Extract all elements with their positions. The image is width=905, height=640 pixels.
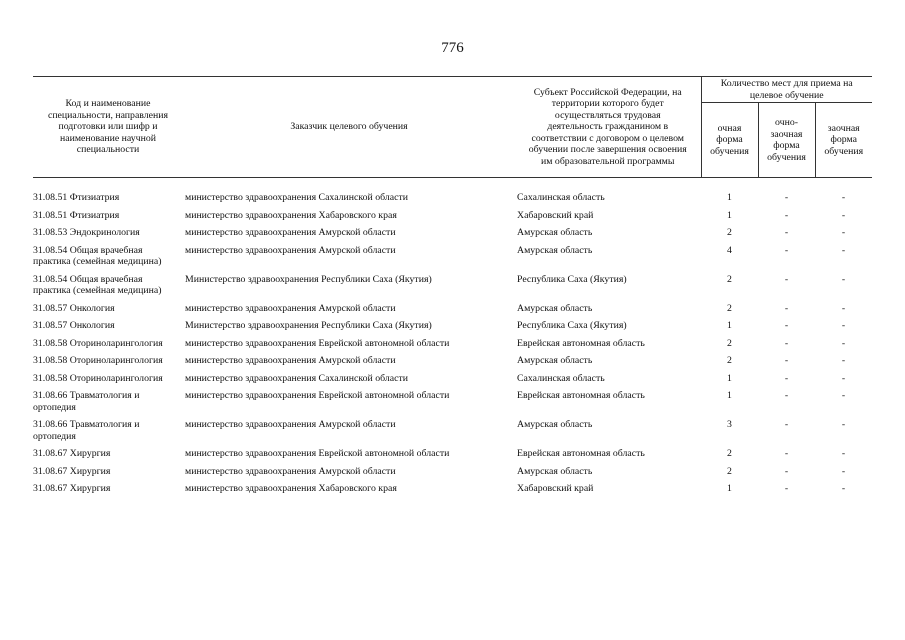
header-places-group: Количество мест для приема на целевое обучение	[701, 77, 872, 103]
cell-specialty: 31.08.67 Хирургия	[33, 483, 111, 494]
cell-full-time: 2	[727, 465, 732, 477]
cell-full-time: 2	[727, 273, 732, 285]
table-row	[33, 188, 872, 206]
cell-customer: Министерство здравоохранения Республики Саха (Якутия)	[185, 320, 432, 331]
cell-customer: министерство здравоохранения Амурской области	[185, 227, 396, 238]
cell-extramural: -	[841, 390, 846, 401]
cell-part-time: -	[784, 448, 789, 459]
cell-extramural: -	[841, 209, 846, 221]
cell-extramural: -	[841, 273, 846, 285]
cell-customer: министерство здравоохранения Амурской области	[185, 302, 396, 314]
table-row	[33, 351, 872, 369]
cell-full-time: 1	[727, 483, 732, 494]
cell-customer: министерство здравоохранения Еврейской автономной области	[185, 390, 450, 401]
cell-customer: министерство здравоохранения Амурской области	[185, 419, 396, 430]
cell-full-time: 1	[727, 390, 732, 401]
cell-customer: Министерство здравоохранения Республики Саха (Якутия)	[185, 273, 432, 285]
cell-customer: министерство здравоохранения Еврейской автономной области	[185, 448, 450, 459]
cell-subject: Еврейская автономная область	[517, 448, 645, 459]
cell-specialty: 31.08.66 Травматология и ортопедия	[33, 390, 140, 413]
cell-part-time: -	[784, 209, 789, 221]
header-spacer	[33, 178, 872, 189]
cell-part-time: -	[784, 302, 789, 314]
cell-specialty: 31.08.58 Оториноларингология	[33, 355, 163, 366]
table-body	[33, 178, 872, 497]
table-row	[33, 270, 872, 299]
cell-full-time: 4	[727, 244, 732, 256]
cell-specialty: 31.08.54 Общая врачебная практика (семейная медицина)	[33, 273, 162, 296]
cell-specialty: 31.08.57 Онкология	[33, 320, 115, 331]
cell-full-time: 3	[727, 419, 732, 430]
cell-subject: Амурская область	[517, 244, 593, 256]
cell-extramural: -	[841, 227, 846, 238]
cell-subject: Республика Саха (Якутия)	[517, 273, 627, 285]
cell-full-time: 2	[727, 355, 732, 366]
cell-part-time: -	[784, 244, 789, 256]
cell-subject: Еврейская автономная область	[517, 337, 645, 349]
cell-full-time: 2	[727, 302, 732, 314]
cell-specialty: 31.08.53 Эндокринология	[33, 227, 140, 238]
cell-customer: министерство здравоохранения Амурской области	[185, 244, 396, 256]
cell-specialty: 31.08.54 Общая врачебная практика (семейная медицина)	[33, 244, 162, 267]
table-row	[33, 316, 872, 334]
cell-specialty: 31.08.66 Травматология и ортопедия	[33, 419, 140, 442]
header-extramural: заочная форма обучения	[815, 103, 872, 178]
header-subject: Субъект Российской Федерации, на территории которого будет осуществляться трудовая деятельность гражданином в соответствии с договором о целевом обучении после завершения освоения им образовательной программы	[515, 77, 701, 178]
cell-extramural: -	[841, 244, 846, 256]
cell-subject: Амурская область	[517, 419, 593, 430]
cell-part-time: -	[784, 465, 789, 477]
table-row	[33, 479, 872, 497]
cell-subject: Хабаровский край	[517, 209, 594, 221]
cell-customer: министерство здравоохранения Сахалинской области	[185, 192, 408, 203]
quota-table	[33, 76, 872, 497]
table-row	[33, 334, 872, 352]
cell-full-time: 2	[727, 448, 732, 459]
cell-full-time: 2	[727, 337, 732, 349]
table-row	[33, 462, 872, 480]
cell-part-time: -	[784, 273, 789, 285]
cell-part-time: -	[784, 355, 789, 366]
cell-extramural: -	[841, 337, 846, 349]
cell-customer: министерство здравоохранения Хабаровского края	[185, 483, 397, 494]
cell-specialty: 31.08.51 Фтизиатрия	[33, 209, 120, 221]
cell-extramural: -	[841, 419, 846, 430]
cell-customer: министерство здравоохранения Еврейской автономной области	[185, 337, 450, 349]
cell-subject: Сахалинская область	[517, 372, 605, 384]
table-row	[33, 223, 872, 241]
header-customer: Заказчик целевого обучения	[183, 77, 515, 178]
cell-customer: министерство здравоохранения Амурской области	[185, 465, 396, 477]
cell-subject: Республика Саха (Якутия)	[517, 320, 627, 331]
cell-full-time: 2	[727, 227, 732, 238]
cell-specialty: 31.08.58 Оториноларингология	[33, 372, 163, 384]
cell-extramural: -	[841, 355, 846, 366]
header-part-time: очно-заочная форма обучения	[758, 103, 815, 178]
cell-part-time: -	[784, 419, 789, 430]
cell-customer: министерство здравоохранения Амурской области	[185, 355, 396, 366]
table-row	[33, 299, 872, 317]
cell-specialty: 31.08.51 Фтизиатрия	[33, 192, 120, 203]
cell-specialty: 31.08.67 Хирургия	[33, 448, 111, 459]
cell-specialty: 31.08.67 Хирургия	[33, 465, 111, 477]
cell-full-time: 1	[727, 209, 732, 221]
cell-extramural: -	[841, 483, 846, 494]
cell-part-time: -	[784, 390, 789, 401]
table-row	[33, 241, 872, 270]
cell-extramural: -	[841, 448, 846, 459]
table-row	[33, 206, 872, 224]
cell-part-time: -	[784, 227, 789, 238]
cell-extramural: -	[841, 320, 846, 331]
cell-extramural: -	[841, 372, 846, 384]
cell-part-time: -	[784, 483, 789, 494]
cell-subject: Сахалинская область	[517, 192, 605, 203]
table-row	[33, 369, 872, 387]
table-row	[33, 444, 872, 462]
cell-specialty: 31.08.58 Оториноларингология	[33, 337, 163, 349]
cell-full-time: 1	[727, 192, 732, 203]
cell-subject: Амурская область	[517, 227, 593, 238]
cell-specialty: 31.08.57 Онкология	[33, 302, 115, 314]
table-row	[33, 415, 872, 444]
cell-subject: Амурская область	[517, 355, 593, 366]
cell-subject: Амурская область	[517, 302, 593, 314]
cell-full-time: 1	[727, 320, 732, 331]
page-number: 776	[441, 40, 464, 56]
cell-part-time: -	[784, 337, 789, 349]
cell-subject: Хабаровский край	[517, 483, 594, 494]
cell-part-time: -	[784, 192, 789, 203]
cell-extramural: -	[841, 302, 846, 314]
cell-extramural: -	[841, 465, 846, 477]
cell-extramural: -	[841, 192, 846, 203]
cell-customer: министерство здравоохранения Сахалинской области	[185, 372, 408, 384]
cell-full-time: 1	[727, 372, 732, 384]
header-full-time: очная форма обучения	[701, 103, 758, 178]
table-header	[33, 77, 872, 178]
cell-customer: министерство здравоохранения Хабаровского края	[185, 209, 397, 221]
header-specialty: Код и наименование специальности, направления подготовки или шифр и наименование научной специальности	[33, 77, 183, 178]
cell-part-time: -	[784, 372, 789, 384]
table-row	[33, 386, 872, 415]
cell-subject: Еврейская автономная область	[517, 390, 645, 401]
cell-subject: Амурская область	[517, 465, 593, 477]
cell-part-time: -	[784, 320, 789, 331]
